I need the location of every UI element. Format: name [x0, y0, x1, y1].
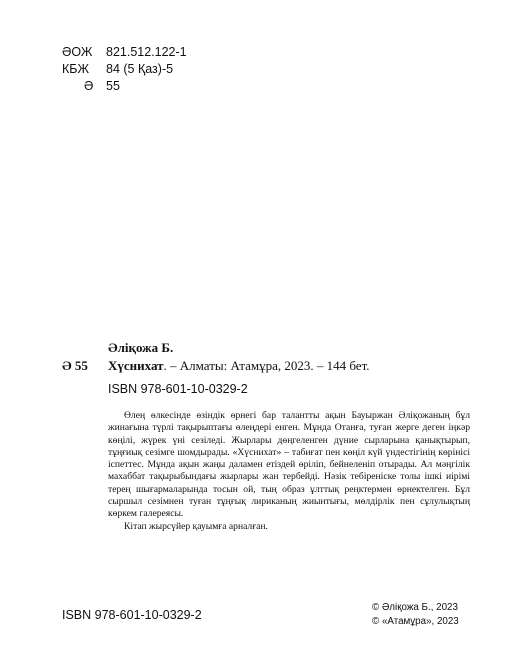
lbc-row	[62, 61, 187, 78]
book-title: Хүснихат	[108, 358, 164, 373]
annotation	[108, 410, 470, 533]
udc-row	[62, 44, 187, 61]
lbc-label: КБЖ	[62, 62, 90, 76]
udc-label: ӘОЖ	[62, 45, 93, 59]
copyright-publisher: © «Атамұра», 2023	[372, 615, 459, 627]
author-sign-row	[62, 78, 187, 95]
isbn-record: ISBN 978-601-10-0329-2	[108, 382, 248, 396]
copyright-block	[372, 601, 459, 628]
author-sign-label: Ә	[84, 79, 94, 93]
copyright-author: © Әліқожа Б., 2023	[372, 602, 458, 613]
author-name: Әліқожа Б.	[108, 340, 174, 355]
udc-value: 821.512.122-1	[106, 45, 187, 59]
imprint: . – Алматы: Атамұра, 2023. – 144 бет.	[163, 358, 370, 373]
annotation-paragraph: Кітап жырсүйер қауымға арналған.	[124, 520, 268, 532]
annotation-paragraph: Өлең өлкесінде өзіндік өрнегі бар талантты ақын Бауыржан Әліқожаның бұл жинағына түрлі тақырыптағы өлеңдері енген. Мұнда Отанға, туған жерге деген іңкәр көңілі, жүрек үні сезіледі. Жырлары дөңгеленген дүние сырларына қанықтырып, тұңғиық сезімге шомдырады. «Хүснихат» – табиғат пен көңіл күй үндестігінің көрінісі іспеттес. Мұнда ақын жаңы даламен етіздей өріліп, бейнеленіп отырады. Ал мәңгілік махаббат тақырыбындағы жырлары жан тербейді. Нәзік тебіреніске толы ішкі иірімі терең шығармаларында тосын ой, тың образ ұлттық реңктермен өрнектелген. Бұл сыршыл сезімнен туған тұңғық лириканың жиынтығы, мөлдірлік пен сұлулықтың көркем галереясы.	[108, 410, 470, 520]
lbc-value: 84 (5 Қаз)-5	[106, 62, 174, 76]
classification-block	[62, 44, 187, 95]
call-code: Ә 55	[62, 358, 88, 373]
isbn-footer: ISBN 978-601-10-0329-2	[62, 608, 202, 622]
author-sign-value: 55	[106, 79, 120, 93]
title-line	[108, 358, 370, 374]
